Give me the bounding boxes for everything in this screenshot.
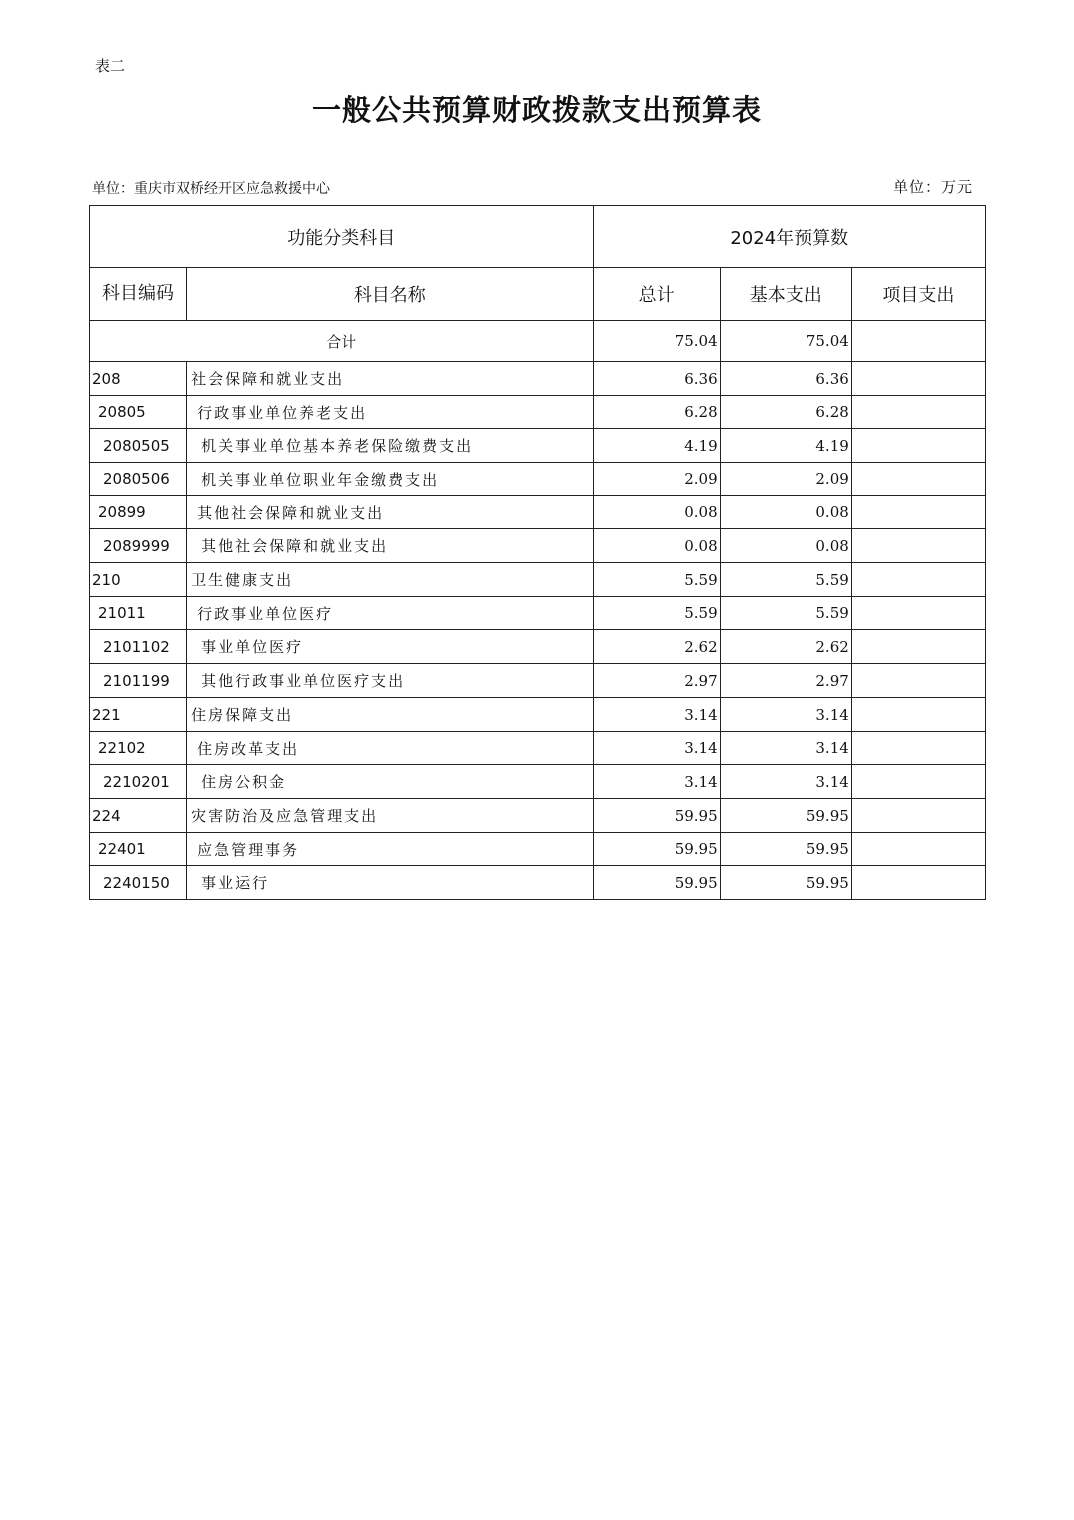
row-project [851,765,985,799]
row-basic: 2.97 [720,664,851,698]
row-project [851,563,985,597]
row-name: 住房改革支出 [187,732,593,765]
row-total: 4.19 [593,429,720,463]
row-code: 221 [90,698,187,732]
table-row [90,529,986,563]
row-basic: 2.09 [720,463,851,496]
row-total: 0.08 [593,529,720,563]
row-code: 224 [90,799,187,833]
row-total: 2.97 [593,664,720,698]
row-code: 2080506 [90,463,187,496]
row-basic: 6.28 [720,396,851,429]
budget-table [89,205,986,900]
row-code: 22401 [90,833,187,866]
row-total: 59.95 [593,866,720,900]
row-name: 社会保障和就业支出 [187,362,593,396]
row-basic: 4.19 [720,429,851,463]
header-row-2 [90,268,986,321]
row-basic: 3.14 [720,765,851,799]
header-code: 科目编码 [90,268,187,321]
table-row [90,463,986,496]
table-row [90,563,986,597]
row-name: 卫生健康支出 [187,563,593,597]
table-row [90,362,986,396]
table-row [90,429,986,463]
header-project: 项目支出 [851,268,985,321]
row-code: 208 [90,362,187,396]
header-budget-year: 2024年预算数 [593,206,985,268]
table-row [90,732,986,765]
row-project [851,866,985,900]
total-amount: 75.04 [593,321,720,362]
row-name: 住房保障支出 [187,698,593,732]
header-row-1 [90,206,986,268]
row-total: 2.09 [593,463,720,496]
unit-organization: 单位：重庆市双桥经开区应急救援中心 [92,181,330,197]
row-basic: 6.36 [720,362,851,396]
row-basic: 59.95 [720,833,851,866]
row-name: 应急管理事务 [187,833,593,866]
row-total: 0.08 [593,496,720,529]
table-row [90,597,986,630]
row-basic: 59.95 [720,799,851,833]
table-row [90,866,986,900]
row-total: 5.59 [593,563,720,597]
row-total: 3.14 [593,732,720,765]
row-basic: 5.59 [720,597,851,630]
table-row [90,833,986,866]
row-total: 3.14 [593,698,720,732]
row-name: 事业单位医疗 [187,630,593,664]
row-code: 2101102 [90,630,187,664]
header-basic: 基本支出 [720,268,851,321]
row-project [851,630,985,664]
header-name: 科目名称 [187,268,593,321]
table-row [90,496,986,529]
row-project [851,698,985,732]
row-total: 2.62 [593,630,720,664]
row-basic: 2.62 [720,630,851,664]
row-code: 20899 [90,496,187,529]
row-code: 21011 [90,597,187,630]
total-project [851,321,985,362]
total-basic: 75.04 [720,321,851,362]
row-basic: 0.08 [720,529,851,563]
row-total: 6.36 [593,362,720,396]
row-basic: 3.14 [720,732,851,765]
row-code: 2210201 [90,765,187,799]
row-total: 5.59 [593,597,720,630]
table-row [90,664,986,698]
row-project [851,463,985,496]
row-project [851,597,985,630]
row-project [851,799,985,833]
table-row [90,396,986,429]
row-name: 机关事业单位基本养老保险缴费支出 [187,429,593,463]
row-project [851,664,985,698]
row-name: 行政事业单位养老支出 [187,396,593,429]
total-label: 合计 [90,321,594,362]
page-title: 一般公共预算财政拨款支出预算表 [311,93,762,127]
row-name: 其他社会保障和就业支出 [187,529,593,563]
row-code: 210 [90,563,187,597]
table-row [90,630,986,664]
row-basic: 5.59 [720,563,851,597]
row-name: 其他行政事业单位医疗支出 [187,664,593,698]
row-basic: 59.95 [720,866,851,900]
row-total: 59.95 [593,833,720,866]
row-code: 22102 [90,732,187,765]
row-name: 灾害防治及应急管理支出 [187,799,593,833]
row-name: 其他社会保障和就业支出 [187,496,593,529]
row-code: 2089999 [90,529,187,563]
table-row [90,799,986,833]
table-row [90,698,986,732]
row-name: 行政事业单位医疗 [187,597,593,630]
row-project [851,529,985,563]
row-name: 事业运行 [187,866,593,900]
table-label: 表二 [95,57,126,75]
row-name: 机关事业单位职业年金缴费支出 [187,463,593,496]
row-code: 20805 [90,396,187,429]
unit-currency: 单位：万元 [893,178,974,196]
row-total: 59.95 [593,799,720,833]
row-total: 3.14 [593,765,720,799]
row-project [851,833,985,866]
row-total: 6.28 [593,396,720,429]
row-code: 2240150 [90,866,187,900]
header-total: 总计 [593,268,720,321]
row-project [851,732,985,765]
row-code: 2101199 [90,664,187,698]
row-basic: 0.08 [720,496,851,529]
row-basic: 3.14 [720,698,851,732]
header-functional-category: 功能分类科目 [90,206,594,268]
table-row [90,765,986,799]
row-project [851,396,985,429]
row-code: 2080505 [90,429,187,463]
row-name: 住房公积金 [187,765,593,799]
row-project [851,362,985,396]
total-row [90,321,986,362]
row-project [851,496,985,529]
row-project [851,429,985,463]
